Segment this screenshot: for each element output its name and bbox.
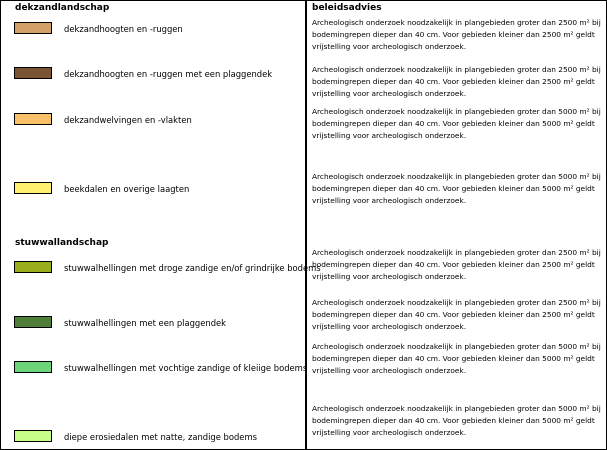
header-right: beleidsadvies xyxy=(312,3,382,13)
swatch-dekzandhoogten xyxy=(14,22,52,34)
advice-dekzandwelvingen: Archeologisch onderzoek noodzakelijk in plangebieden groter dan 5000 m² bij bodemingrepen dieper dan 40 cm. Voor gebieden kleiner dan 5000 m² geldt vrijstelling voor archeologisch onderzoek. xyxy=(312,107,601,140)
swatch-beekdalen xyxy=(14,182,52,194)
advice-stuwwal-plaggendek: Archeologisch onderzoek noodzakelijk in plangebieden groter dan 2500 m² bij bodemingrepen dieper dan 40 cm. Voor gebieden kleiner dan 2500 m² geldt vrijstelling voor archeologisch onderzoek. xyxy=(312,298,601,331)
label-stuwwal-plaggendek: stuwwalhellingen met een plaggendek xyxy=(64,318,227,328)
header-left: dekzandlandschap xyxy=(15,3,110,13)
swatch-dekzandwelvingen xyxy=(14,113,52,125)
label-beekdalen: beekdalen en overige laagten xyxy=(64,184,190,194)
advice-beekdalen: Archeologisch onderzoek noodzakelijk in plangebieden groter dan 5000 m² bij bodemingrepen dieper dan 40 cm. Voor gebieden kleiner dan 5000 m² geldt vrijstelling voor archeologisch onderzoek. xyxy=(312,172,601,205)
label-stuwwal-droog: stuwwalhellingen met droge zandige en/of grindrijke bodems xyxy=(64,263,321,273)
label-dekzandwelvingen: dekzandwelvingen en -vlakten xyxy=(64,115,192,125)
label-dekzandhoogten-plaggendek: dekzandhoogten en -ruggen met een plaggendek xyxy=(64,69,273,79)
section-title-stuwwal: stuwwallandschap xyxy=(15,238,109,248)
column-divider xyxy=(305,0,307,450)
advice-dekzandhoogten-plaggendek: Archeologisch onderzoek noodzakelijk in plangebieden groter dan 2500 m² bij bodemingrepen dieper dan 40 cm. Voor gebieden kleiner dan 2500 m² geldt vrijstelling voor archeologisch onderzoek. xyxy=(312,65,601,98)
swatch-stuwwal-droog xyxy=(14,261,52,273)
swatch-stuwwal-plaggendek xyxy=(14,316,52,328)
swatch-stuwwal-vochtig xyxy=(14,361,52,373)
swatch-dekzandhoogten-plaggendek xyxy=(14,67,52,79)
label-dekzandhoogten: dekzandhoogten en -ruggen xyxy=(64,24,183,34)
label-erosiedalen: diepe erosiedalen met natte, zandige bodems xyxy=(64,432,257,442)
advice-erosiedalen: Archeologisch onderzoek noodzakelijk in plangebieden groter dan 5000 m² bij bodemingrepen dieper dan 40 cm. Voor gebieden kleiner dan 5000 m² geldt vrijstelling voor archeologisch onderzoek. xyxy=(312,404,601,437)
advice-stuwwal-vochtig: Archeologisch onderzoek noodzakelijk in plangebieden groter dan 5000 m² bij bodemingrepen dieper dan 40 cm. Voor gebieden kleiner dan 5000 m² geldt vrijstelling voor archeologisch onderzoek. xyxy=(312,342,601,375)
swatch-erosiedalen xyxy=(14,430,52,442)
advice-stuwwal-droog: Archeologisch onderzoek noodzakelijk in plangebieden groter dan 2500 m² bij bodemingrepen dieper dan 40 cm. Voor gebieden kleiner dan 2500 m² geldt vrijstelling voor archeologisch onderzoek. xyxy=(312,248,601,281)
label-stuwwal-vochtig: stuwwalhellingen met vochtige zandige of kleiige bodems xyxy=(64,363,308,373)
advice-dekzandhoogten: Archeologisch onderzoek noodzakelijk in plangebieden groter dan 2500 m² bij bodemingrepen dieper dan 40 cm. Voor gebieden kleiner dan 2500 m² geldt vrijstelling voor archeologisch onderzoek. xyxy=(312,18,601,51)
